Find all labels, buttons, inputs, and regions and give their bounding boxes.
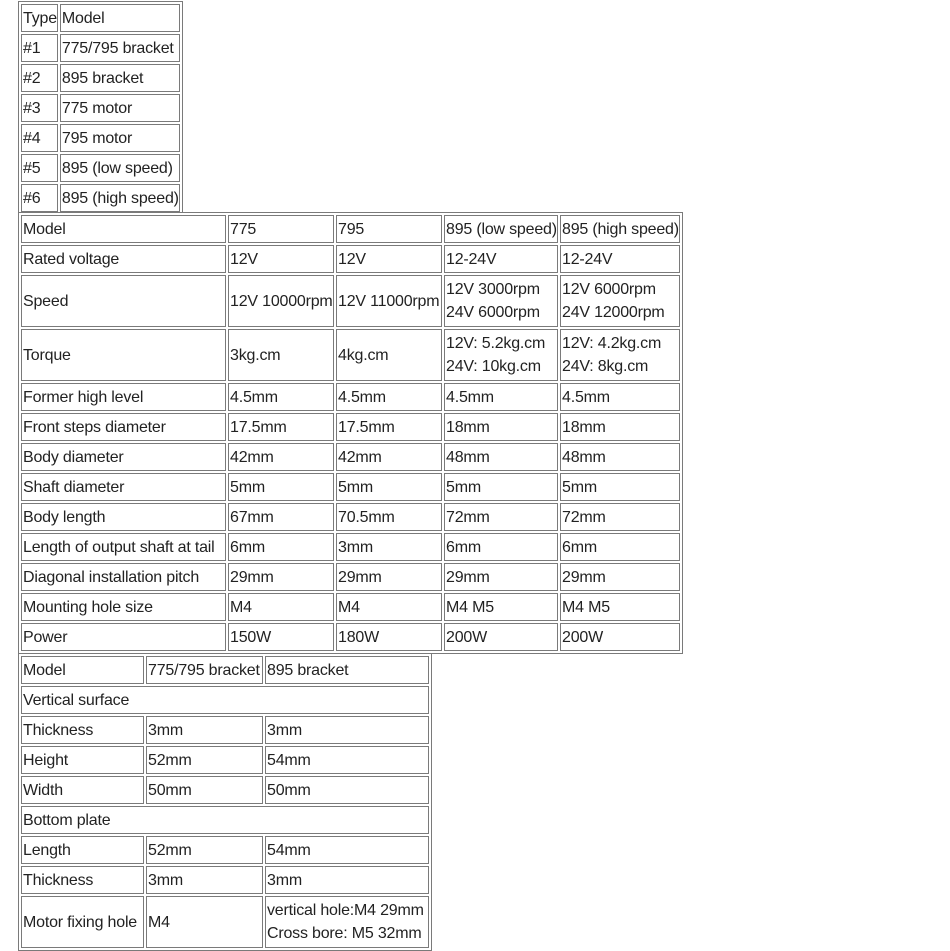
motor-fixing-hole-row xyxy=(21,896,429,948)
spec-row xyxy=(21,275,680,327)
spec-value-cell: M4 xyxy=(336,593,442,621)
bracket-row xyxy=(21,836,429,864)
spec-row xyxy=(21,383,680,411)
spec-label-cell: Torque xyxy=(21,329,226,381)
spec-value-cell: 12V xyxy=(228,245,334,273)
spec-value-cell: 12-24V xyxy=(444,245,558,273)
spec-value-cell: 48mm xyxy=(560,443,680,471)
spec-value-cell: 5mm xyxy=(228,473,334,501)
spec-value-cell: 3kg.cm xyxy=(228,329,334,381)
spec-row xyxy=(21,503,680,531)
bracket-value-cell: 52mm xyxy=(146,836,263,864)
type-code-cell: #2 xyxy=(21,64,58,92)
bracket-label-cell: Height xyxy=(21,746,144,774)
bracket-label-cell: Thickness xyxy=(21,866,144,894)
spec-row xyxy=(21,593,680,621)
spec-label-cell: Rated voltage xyxy=(21,245,226,273)
bracket-value-cell: 3mm xyxy=(265,866,429,894)
spec-value-cell-line: 12V 6000rpm xyxy=(562,281,656,298)
spec-header-cell: Model xyxy=(21,215,226,243)
spec-label-cell: Speed xyxy=(21,275,226,327)
types-row xyxy=(21,124,180,152)
spec-value-cell-line: 24V 12000rpm xyxy=(562,304,665,321)
type-code-cell: #3 xyxy=(21,94,58,122)
spec-value-cell xyxy=(444,275,558,327)
spec-value-cell: 5mm xyxy=(336,473,442,501)
spec-value-cell: 72mm xyxy=(560,503,680,531)
spec-header-cell: 895 (high speed) xyxy=(560,215,680,243)
spec-value-cell-line: 24V: 8kg.cm xyxy=(562,358,649,375)
spec-value-cell: 67mm xyxy=(228,503,334,531)
spec-label-cell: Power xyxy=(21,623,226,651)
spec-value-cell: 17.5mm xyxy=(336,413,442,441)
spec-value-cell: 29mm xyxy=(444,563,558,591)
spec-row xyxy=(21,473,680,501)
spec-value-cell: 3mm xyxy=(336,533,442,561)
spec-value-cell xyxy=(444,329,558,381)
types-row xyxy=(21,64,180,92)
spec-value-cell: 29mm xyxy=(560,563,680,591)
bracket-value-cell: 52mm xyxy=(146,746,263,774)
bracket-value-cell: 54mm xyxy=(265,746,429,774)
type-model-cell: 775/795 bracket xyxy=(60,34,180,62)
spec-value-cell: 4.5mm xyxy=(444,383,558,411)
spec-value-cell: 4.5mm xyxy=(228,383,334,411)
bracket-label-cell: Width xyxy=(21,776,144,804)
spec-label-cell: Front steps diameter xyxy=(21,413,226,441)
spec-value-cell: 12V 11000rpm xyxy=(336,275,442,327)
bottom-plate-section: Bottom plate xyxy=(21,806,429,834)
bracket-header-cell: Model xyxy=(21,656,144,684)
bracket-header-cell: 895 bracket xyxy=(265,656,429,684)
bracket-value-cell: 54mm xyxy=(265,836,429,864)
spec-value-cell: 42mm xyxy=(228,443,334,471)
types-header-model: Model xyxy=(60,4,180,32)
bracket-row xyxy=(21,866,429,894)
spec-header-row xyxy=(21,215,680,243)
spec-value-cell: 18mm xyxy=(560,413,680,441)
spec-value-cell: 150W xyxy=(228,623,334,651)
spec-value-cell: 29mm xyxy=(228,563,334,591)
bracket-label-cell: Motor fixing hole xyxy=(21,896,144,948)
type-model-cell: 895 (high speed) xyxy=(60,184,180,212)
bracket-value-cell xyxy=(265,896,429,948)
motor-spec-table-body xyxy=(21,215,680,651)
spec-row xyxy=(21,623,680,651)
spec-value-cell: 12-24V xyxy=(560,245,680,273)
spec-label-cell: Length of output shaft at tail xyxy=(21,533,226,561)
spec-value-cell: 48mm xyxy=(444,443,558,471)
type-code-cell: #1 xyxy=(21,34,58,62)
types-row xyxy=(21,94,180,122)
bracket-value-cell-line: Cross bore: M5 32mm xyxy=(267,925,422,942)
spec-label-cell: Former high level xyxy=(21,383,226,411)
spec-header-cell: 795 xyxy=(336,215,442,243)
bracket-section-row xyxy=(21,806,429,834)
bracket-spec-table xyxy=(18,653,432,951)
spec-value-cell: 6mm xyxy=(560,533,680,561)
bracket-value-cell: 50mm xyxy=(265,776,429,804)
bracket-value-cell: 3mm xyxy=(146,866,263,894)
spec-value-cell: 4.5mm xyxy=(560,383,680,411)
spec-value-cell: 6mm xyxy=(444,533,558,561)
bracket-label-cell: Length xyxy=(21,836,144,864)
spec-value-cell: 42mm xyxy=(336,443,442,471)
spec-label-cell: Shaft diameter xyxy=(21,473,226,501)
spec-value-cell: M4 xyxy=(228,593,334,621)
spec-value-cell-line: 24V: 10kg.cm xyxy=(446,358,541,375)
type-code-cell: #5 xyxy=(21,154,58,182)
spec-value-cell-line: 12V 3000rpm xyxy=(446,281,540,298)
bracket-header-row xyxy=(21,656,429,684)
vertical-surface-section: Vertical surface xyxy=(21,686,429,714)
bracket-row xyxy=(21,746,429,774)
spec-value-cell: 5mm xyxy=(560,473,680,501)
spec-value-cell: 4kg.cm xyxy=(336,329,442,381)
type-code-cell: #4 xyxy=(21,124,58,152)
spec-value-cell: 18mm xyxy=(444,413,558,441)
bracket-value-cell: 3mm xyxy=(265,716,429,744)
spec-value-cell: 70.5mm xyxy=(336,503,442,531)
spec-row xyxy=(21,245,680,273)
spec-label-cell: Diagonal installation pitch xyxy=(21,563,226,591)
spec-value-cell: 12V xyxy=(336,245,442,273)
bracket-section-row xyxy=(21,686,429,714)
spec-row xyxy=(21,443,680,471)
bracket-label-cell: Thickness xyxy=(21,716,144,744)
types-table xyxy=(18,1,183,215)
spec-header-cell: 895 (low speed) xyxy=(444,215,558,243)
bracket-value-cell-line: vertical hole:M4 29mm xyxy=(267,902,424,919)
spec-value-cell: 29mm xyxy=(336,563,442,591)
spec-label-cell: Body diameter xyxy=(21,443,226,471)
spec-value-cell: 180W xyxy=(336,623,442,651)
spec-value-cell-line: 12V: 5.2kg.cm xyxy=(446,335,546,352)
bracket-header-cell: 775/795 bracket xyxy=(146,656,263,684)
type-model-cell: 795 motor xyxy=(60,124,180,152)
type-model-cell: 775 motor xyxy=(60,94,180,122)
bracket-value-cell: M4 xyxy=(146,896,263,948)
type-model-cell: 895 bracket xyxy=(60,64,180,92)
types-table-body xyxy=(21,4,180,212)
types-row xyxy=(21,184,180,212)
bracket-row xyxy=(21,776,429,804)
types-header-row xyxy=(21,4,180,32)
bracket-row xyxy=(21,716,429,744)
types-row xyxy=(21,34,180,62)
bracket-spec-table-body xyxy=(21,656,429,948)
motor-spec-table xyxy=(18,212,683,654)
spec-value-cell-line: 12V: 4.2kg.cm xyxy=(562,335,662,352)
bracket-value-cell: 3mm xyxy=(146,716,263,744)
spec-value-cell xyxy=(560,329,680,381)
spec-value-cell: 5mm xyxy=(444,473,558,501)
spec-row xyxy=(21,413,680,441)
spec-label-cell: Mounting hole size xyxy=(21,593,226,621)
spec-value-cell: 200W xyxy=(444,623,558,651)
spec-value-cell xyxy=(560,275,680,327)
spec-row xyxy=(21,329,680,381)
bracket-value-cell: 50mm xyxy=(146,776,263,804)
spec-value-cell: 72mm xyxy=(444,503,558,531)
spec-value-cell: 4.5mm xyxy=(336,383,442,411)
spec-value-cell: M4 M5 xyxy=(444,593,558,621)
type-code-cell: #6 xyxy=(21,184,58,212)
spec-value-cell: 200W xyxy=(560,623,680,651)
spec-row xyxy=(21,563,680,591)
spec-value-cell-line: 24V 6000rpm xyxy=(446,304,540,321)
spec-value-cell: 12V 10000rpm xyxy=(228,275,334,327)
spec-label-cell: Body length xyxy=(21,503,226,531)
spec-value-cell: 6mm xyxy=(228,533,334,561)
spec-value-cell: M4 M5 xyxy=(560,593,680,621)
types-header-type: Type xyxy=(21,4,58,32)
type-model-cell: 895 (low speed) xyxy=(60,154,180,182)
spec-value-cell: 17.5mm xyxy=(228,413,334,441)
spec-header-cell: 775 xyxy=(228,215,334,243)
types-row xyxy=(21,154,180,182)
spec-row xyxy=(21,533,680,561)
